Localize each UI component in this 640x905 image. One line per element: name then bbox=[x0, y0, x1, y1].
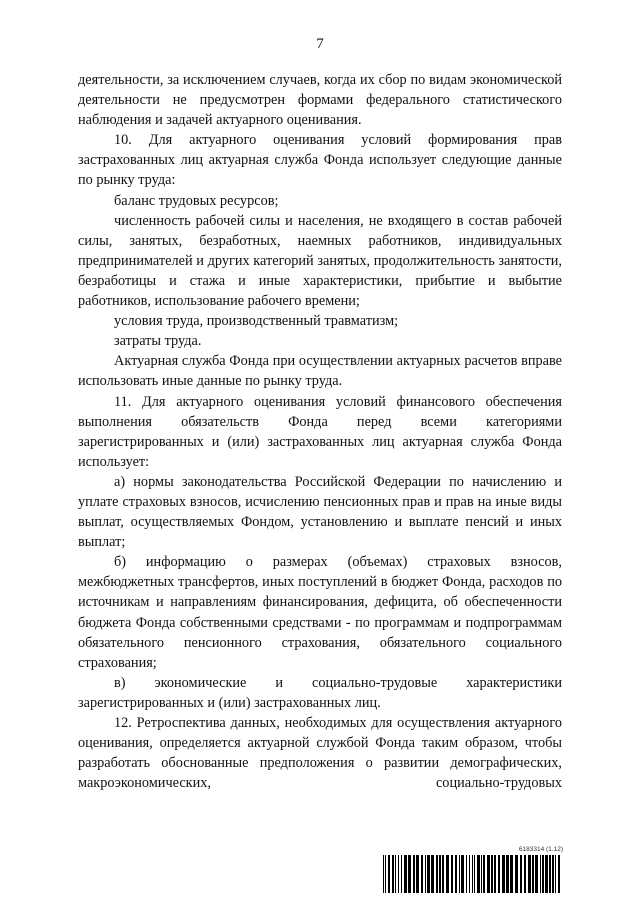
paragraph: Актуарная служба Фонда при осуществлении актуарных расчетов вправе использовать иные данные по рынку труда. bbox=[78, 353, 562, 390]
barcode-bar bbox=[498, 855, 500, 893]
barcode-bar bbox=[469, 855, 470, 893]
barcode-bar bbox=[491, 855, 493, 893]
barcode-bar bbox=[555, 855, 556, 893]
barcode-bar bbox=[528, 855, 531, 893]
barcode-bar bbox=[502, 855, 505, 893]
paragraph: численность рабочей силы и населения, не входящего в состав рабочей силы, занятых, безработных, наемных работников, индивидуальных предпринимателей и других категорий занятых, продолжительность занятости, безработицы и стажа и иные характеристики, прибытие и выбытие работников, использование рабочего времени; bbox=[78, 212, 562, 310]
barcode-bar bbox=[421, 855, 423, 893]
paragraph: а) нормы законодательства Российской Федерации по начислению и уплате страховых взносов, исчислению пенсионных прав и прав на иные виды выплат, осуществляемых Фондом, установлению и выплате пенсий и иных выплат; bbox=[78, 473, 562, 551]
barcode-bar bbox=[404, 855, 407, 893]
document-body bbox=[78, 70, 562, 793]
barcode-bar bbox=[474, 855, 475, 893]
barcode-bar bbox=[558, 855, 560, 893]
barcode-bar bbox=[466, 855, 467, 893]
paragraph: 12. Ретроспектива данных, необходимых для осуществления актуарного оценивания, определяется актуарной службой Фонда таким образом, чтобы разработать обоснованные предположения о развитии демографических, макроэкономических, социально-трудовых bbox=[78, 715, 562, 792]
barcode-bar bbox=[413, 855, 415, 893]
barcode-bar bbox=[439, 855, 441, 893]
barcode-bar bbox=[515, 855, 518, 893]
barcode-bar bbox=[431, 855, 434, 893]
barcode-image bbox=[383, 855, 563, 893]
barcode-bar bbox=[494, 855, 496, 893]
barcode-bar bbox=[385, 855, 386, 893]
barcode-bar bbox=[436, 855, 438, 893]
paragraph: в) экономические и социально-трудовые характеристики зарегистрированных и (или) застрахованных лиц. bbox=[78, 674, 562, 711]
barcode-bar bbox=[520, 855, 522, 893]
barcode-bar bbox=[549, 855, 551, 893]
barcode-bar bbox=[535, 855, 538, 893]
paragraph: деятельности, за исключением случаев, когда их сбор по видам экономической деятельности не предусмотрен формами федерального статистического наблюдения и задачей актуарного оценивания. bbox=[78, 72, 562, 129]
barcode-bar bbox=[408, 855, 411, 893]
barcode-bar bbox=[425, 855, 426, 893]
barcode-bar bbox=[388, 855, 390, 893]
barcode-bar bbox=[461, 855, 464, 893]
paragraph: 10. Для актуарного оценивания условий формирования прав застрахованных лиц актуарная служба Фонда использует следующие данные по рынку труда: bbox=[78, 132, 562, 189]
paragraph: затраты труда. bbox=[114, 333, 202, 350]
barcode-bar bbox=[416, 855, 419, 893]
barcode-bar bbox=[442, 855, 444, 893]
barcode-bar bbox=[455, 855, 457, 893]
paragraph: баланс трудовых ресурсов; bbox=[114, 192, 279, 209]
barcode-bar bbox=[427, 855, 430, 893]
barcode-bar bbox=[545, 855, 548, 893]
barcode-bar bbox=[506, 855, 509, 893]
paragraph: 11. Для актуарного оценивания условий финансового обеспечения выполнения обязательств Фонда перед всеми категориями зарегистрированных и (или) застрахованных лиц актуарная служба Фонда использует: bbox=[78, 393, 562, 470]
barcode-bar bbox=[483, 855, 485, 893]
barcode-bar bbox=[446, 855, 449, 893]
barcode-caption: 6183314 (1.12) bbox=[518, 846, 563, 853]
barcode-bar bbox=[542, 855, 544, 893]
barcode-bar bbox=[398, 855, 399, 893]
barcode-bar bbox=[392, 855, 394, 893]
barcode-block bbox=[383, 846, 563, 896]
barcode-bar bbox=[383, 855, 384, 893]
barcode-bar bbox=[395, 855, 396, 893]
barcode-bar bbox=[487, 855, 490, 893]
barcode-bar bbox=[552, 855, 554, 893]
barcode-bar bbox=[401, 855, 402, 893]
paragraph: условия труда, производственный травматизм; bbox=[114, 313, 399, 330]
barcode-bar bbox=[472, 855, 473, 893]
barcode-bar bbox=[459, 855, 460, 893]
paragraph: б) информацию о размерах (объемах) страховых взносов, межбюджетных трансфертов, иных поступлений в бюджет Фонда, расходов по источникам и направлениям финансирования, дефицита, об обеспеченности бюджета Фонда собственными средствами - по программам и подпрограммам обязательного пенсионного страхования, обязательного социального страхования; bbox=[78, 554, 562, 671]
barcode-bar bbox=[532, 855, 534, 893]
barcode-bar bbox=[510, 855, 513, 893]
barcode-bar bbox=[477, 855, 480, 893]
barcode-bar bbox=[451, 855, 453, 893]
barcode-bar bbox=[524, 855, 526, 893]
barcode-bar bbox=[540, 855, 541, 893]
barcode-bar bbox=[481, 855, 482, 893]
page-number: 7 bbox=[316, 36, 324, 52]
